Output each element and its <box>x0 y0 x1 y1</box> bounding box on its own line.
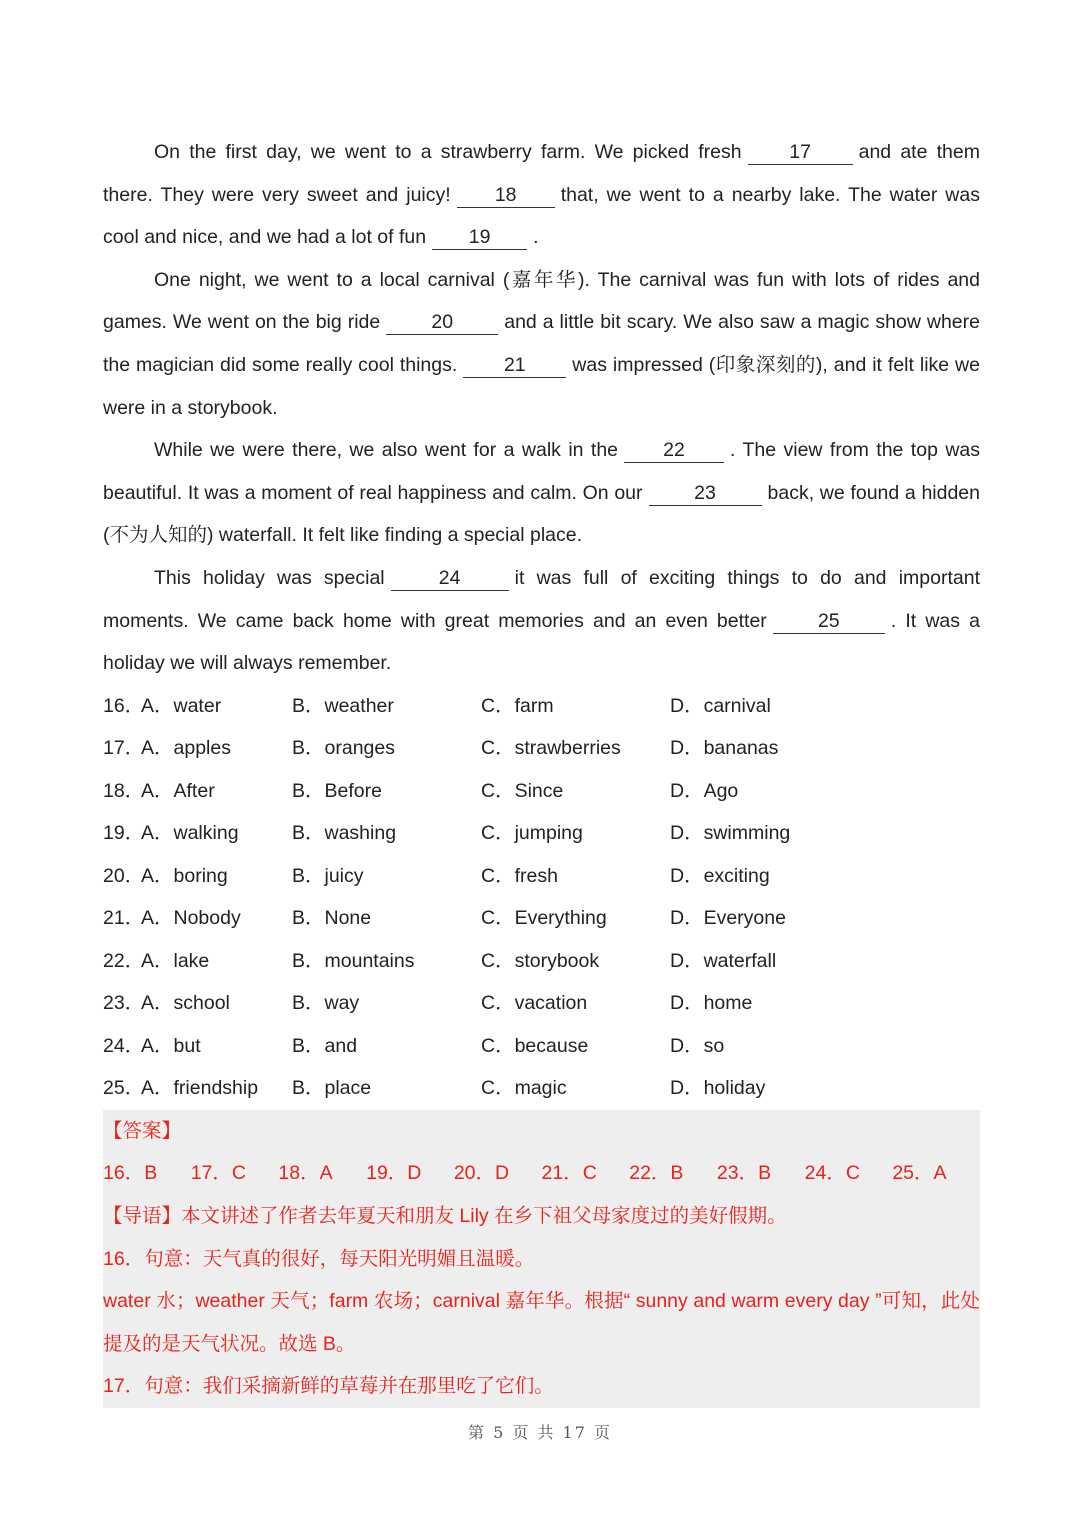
question-number: 19． <box>103 822 145 845</box>
option-d: D．home <box>670 992 753 1015</box>
option-a: A．apples <box>141 737 231 760</box>
blank-20: 20 <box>386 310 498 335</box>
answer-keys <box>103 1152 980 1195</box>
blank-24: 24 <box>391 566 509 591</box>
option-a: A．friendship <box>141 1077 259 1100</box>
option-a: A．water <box>141 694 222 717</box>
option-d: D．swimming <box>670 822 791 845</box>
option-c: C．fresh <box>481 864 558 887</box>
answer-key: 17．C <box>190 1162 246 1185</box>
option-b: B．place <box>292 1077 372 1100</box>
question-number: 22． <box>103 949 145 972</box>
option-c: C．jumping <box>481 822 583 845</box>
option-d: D．so <box>670 1034 725 1057</box>
option-a: A．lake <box>141 949 210 972</box>
option-c: C．strawberries <box>481 737 621 760</box>
answer-section <box>103 1110 980 1408</box>
passage-text: One night, we went to a local carnival (嘉年华). The carnival was fun with lots of rides and games. We went on the big ride <box>103 268 980 334</box>
question-number: 20． <box>103 864 145 887</box>
option-a: A．boring <box>141 864 228 887</box>
answer-heading: 【答案】 <box>103 1119 182 1142</box>
option-c: C．magic <box>481 1077 567 1100</box>
answer-key: 22．B <box>629 1162 684 1185</box>
blank-17: 17 <box>748 140 853 165</box>
passage-paragraph-2 <box>103 259 980 429</box>
option-c: C．farm <box>481 694 554 717</box>
option-row <box>103 855 980 898</box>
option-b: B．weather <box>292 694 394 717</box>
question-number: 17． <box>103 737 145 760</box>
option-a: A．After <box>141 779 215 802</box>
q16-explanation: water 水；weather 天气；farm 农场；carnival 嘉年华。根据“ sunny and warm every day ”可知，此处提及的是天气状况。故选 B。 <box>103 1290 980 1355</box>
answer-key: 21．C <box>541 1162 597 1185</box>
q17-meaning: 17．句意：我们采摘新鲜的草莓并在那里吃了它们。 <box>103 1375 554 1398</box>
blank-21: 21 <box>463 353 566 378</box>
option-a: A．school <box>141 992 230 1015</box>
option-c: C．Everything <box>481 907 607 930</box>
option-d: D．waterfall <box>670 949 777 972</box>
answer-key: 19．D <box>366 1162 422 1185</box>
question-number: 16． <box>103 694 145 717</box>
option-d: D．carnival <box>670 694 771 717</box>
option-c: C．storybook <box>481 949 600 972</box>
option-row <box>103 982 980 1025</box>
q16-meaning: 16．句意：天气真的很好，每天阳光明媚且温暖。 <box>103 1247 535 1270</box>
option-c: C．vacation <box>481 992 588 1015</box>
option-b: B．None <box>292 907 372 930</box>
option-d: D．exciting <box>670 864 770 887</box>
passage-text: . The view from the top was beautiful. It was a moment of real happiness and calm. On our <box>103 439 980 504</box>
option-d: D．bananas <box>670 737 779 760</box>
question-number: 18． <box>103 779 145 802</box>
option-a: A．but <box>141 1034 201 1057</box>
question-number: 23． <box>103 992 145 1015</box>
passage-text: On the first day, we went to a strawberry farm. We picked fresh <box>154 141 742 163</box>
answer-key: 16．B <box>103 1162 158 1185</box>
option-a: A．Nobody <box>141 907 241 930</box>
document-body <box>103 131 980 1408</box>
passage-text: that, we went to a nearby lake. The water was cool and nice, and we had a lot of fun <box>103 183 980 249</box>
option-row <box>103 727 980 770</box>
passage-text: and a little bit scary. We also saw a magic show where the magician did some really cool things. <box>103 311 980 376</box>
option-d: D．Everyone <box>670 907 786 930</box>
passage-text: back, we found a hidden (不为人知的) waterfall. It felt like finding a special place. <box>103 481 981 547</box>
option-b: B．Before <box>292 779 382 802</box>
passage-text: was impressed (印象深刻的), and it felt like we were in a storybook. <box>103 353 980 419</box>
option-b: B．mountains <box>292 949 415 972</box>
blank-22: 22 <box>624 438 724 463</box>
passage-paragraph-4 <box>103 557 980 685</box>
page-footer: 第 5 页 共 17 页 <box>468 1423 612 1442</box>
guide-text: 【导语】本文讲述了作者去年夏天和朋友 Lily 在乡下祖父母家度过的美好假期。 <box>103 1204 787 1227</box>
option-b: B．and <box>292 1034 358 1057</box>
option-b: B．washing <box>292 822 397 845</box>
answer-key: 24．C <box>804 1162 860 1185</box>
option-row <box>103 812 980 855</box>
option-b: B．juicy <box>292 864 364 887</box>
option-d: D．holiday <box>670 1077 766 1100</box>
passage-text: it was full of exciting things to do and important moments. We came back home with great memories and an even better <box>103 566 980 632</box>
question-number: 21． <box>103 907 145 930</box>
answer-key: 23．B <box>716 1162 772 1185</box>
answer-key: 25．A <box>892 1162 947 1185</box>
passage-text: . <box>533 226 539 249</box>
blank-19: 19 <box>432 225 527 250</box>
passage-text: and ate them there. They were very sweet and juicy! <box>103 141 980 206</box>
option-c: C．Since <box>481 779 564 802</box>
passage-text: While we were there, we also went for a walk in the <box>154 439 619 462</box>
question-number: 24． <box>103 1034 145 1057</box>
blank-25: 25 <box>773 609 885 634</box>
blank-18: 18 <box>457 183 555 208</box>
passage-paragraph-3 <box>103 429 980 557</box>
options-list <box>103 685 980 1110</box>
option-row <box>103 1067 980 1110</box>
option-c: C．because <box>481 1034 589 1057</box>
option-a: A．walking <box>141 822 239 845</box>
option-d: D．Ago <box>670 779 739 802</box>
passage-text: This holiday was special <box>154 566 385 589</box>
option-row <box>103 685 980 728</box>
passage-text: . It was a holiday we will always remember. <box>103 609 980 675</box>
answer-key: 20．D <box>453 1162 510 1185</box>
option-b: B．oranges <box>292 737 395 760</box>
answer-key: 18．A <box>278 1162 333 1185</box>
option-row <box>103 770 980 813</box>
option-row <box>103 940 980 983</box>
blank-23: 23 <box>649 481 762 506</box>
passage-paragraph-1 <box>103 131 980 259</box>
option-row <box>103 897 980 940</box>
option-row <box>103 1025 980 1068</box>
question-number: 25． <box>103 1077 145 1100</box>
option-b: B．way <box>292 992 360 1015</box>
